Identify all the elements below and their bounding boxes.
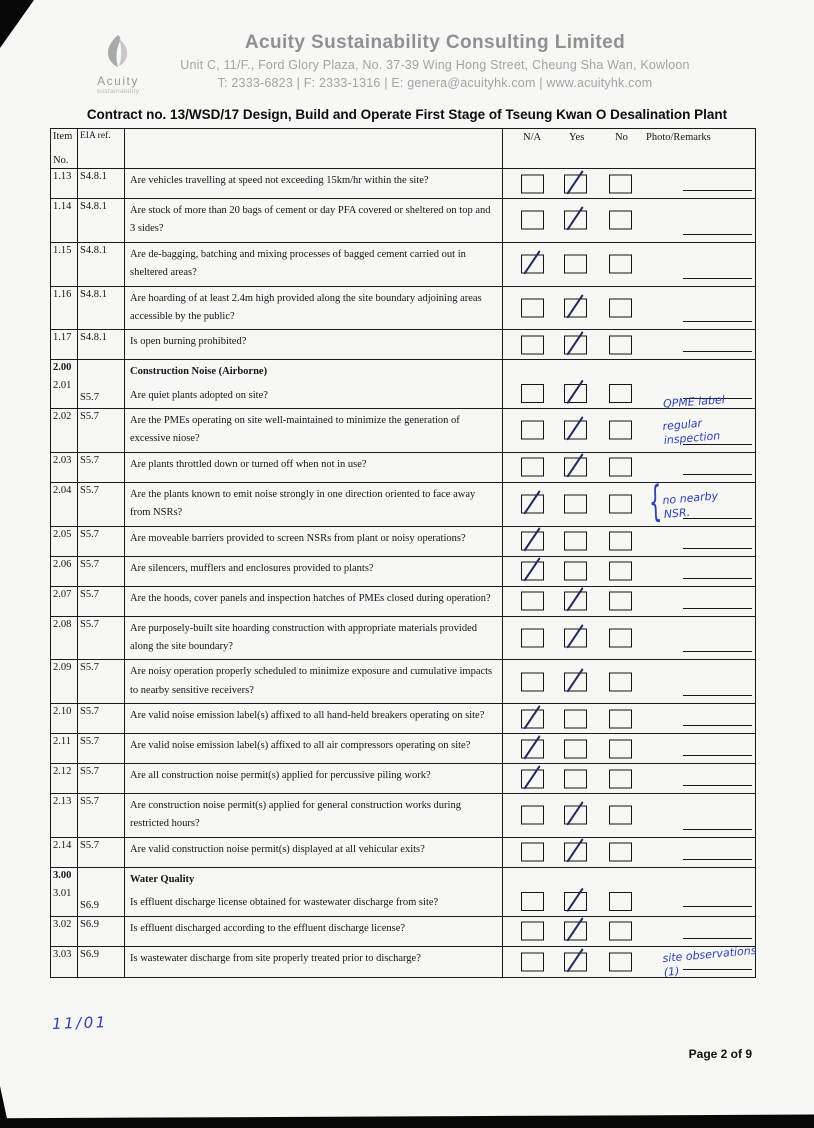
answer-cell (503, 660, 755, 703)
company-address: Unit C, 11/F., Ford Glory Plaza, No. 37-39 Wing Hong Street, Cheung Sha Wan, Kowloon (180, 58, 690, 72)
eia-ref-cell (78, 660, 125, 703)
eia-ref-cell (78, 704, 125, 733)
remark-line (683, 190, 752, 191)
eia-ref: S4.8.1 (80, 201, 107, 212)
eia-ref: S5.7 (80, 736, 99, 747)
company-name: Acuity Sustainability Consulting Limited (244, 32, 626, 53)
table-row (51, 557, 755, 587)
handwritten-brace: { (648, 474, 663, 527)
checkbox-yes[interactable] (564, 174, 587, 193)
remark-line (683, 278, 752, 279)
eia-ref-cell (78, 734, 125, 763)
checkbox-na[interactable] (521, 335, 544, 354)
question-text: Are quiet plants adopted on site? (130, 389, 268, 401)
table-row (51, 917, 755, 947)
table-row (51, 660, 755, 704)
item-number: 2.13 (53, 796, 72, 807)
answer-cell (503, 287, 755, 330)
checkbox-no[interactable] (609, 892, 632, 911)
checkbox-no[interactable] (609, 255, 632, 274)
eia-ref-cell (78, 199, 125, 242)
item-cell (51, 704, 78, 733)
answer-cell (503, 330, 755, 359)
item-number: 1.14 (53, 201, 72, 212)
eia-ref: S6.9 (80, 948, 99, 960)
table-row (51, 764, 755, 794)
eia-ref-cell (78, 868, 125, 916)
question-text: Are all construction noise permit(s) applied for percussive piling work? (130, 770, 431, 781)
question-cell (125, 287, 503, 330)
checkbox-na[interactable] (521, 922, 544, 941)
table-header-row (51, 129, 755, 169)
question-cell (125, 527, 503, 556)
question-cell (125, 947, 503, 977)
eia-ref: S5.7 (80, 662, 99, 674)
question-cell (125, 734, 503, 763)
header-ref-col (78, 129, 125, 168)
item-number: 1.17 (53, 332, 72, 344)
question-text: Are valid construction noise permit(s) displayed at all vehicular exits? (130, 843, 425, 855)
eia-ref: S6.9 (80, 918, 99, 930)
answer-cell (503, 527, 755, 556)
checkbox-yes[interactable] (564, 892, 587, 911)
table-row (51, 587, 755, 617)
question-text: Are valid noise emission label(s) affixed to all hand-held breakers operating on site? (130, 710, 485, 721)
question-cell (125, 453, 503, 482)
remark-line (683, 725, 752, 726)
checkbox-yes[interactable] (564, 628, 587, 647)
checkbox-yes[interactable] (564, 335, 587, 354)
item-cell (51, 557, 78, 586)
checkbox-na[interactable] (521, 739, 544, 758)
remark-line (683, 474, 752, 475)
checkbox-na[interactable] (521, 892, 544, 911)
checkbox-na[interactable] (521, 709, 544, 728)
question-text: Are the plants known to emit noise strongly in one direction oriented to face away from NSRs? (130, 488, 476, 519)
checkbox-yes[interactable] (564, 709, 587, 728)
checkbox-yes[interactable] (564, 211, 587, 230)
checkbox-yes[interactable] (564, 384, 587, 403)
checkbox-yes[interactable] (564, 672, 587, 691)
answer-cell (503, 474, 755, 527)
remark-line (683, 234, 752, 235)
eia-ref-cell (78, 917, 125, 946)
checkbox-na[interactable] (521, 592, 544, 611)
checkbox-no[interactable] (609, 709, 632, 728)
checkbox-na[interactable] (521, 255, 544, 274)
checkbox-no[interactable] (609, 592, 632, 611)
checkbox-yes[interactable] (564, 532, 587, 551)
eia-ref: S4.8.1 (80, 288, 107, 300)
checkbox-no[interactable] (609, 628, 632, 647)
header-item-col (51, 129, 78, 168)
item-number: 2.09 (53, 662, 72, 674)
remark-line (683, 906, 752, 907)
checkbox-no[interactable] (609, 421, 632, 440)
table-row (51, 838, 755, 868)
question-cell (125, 617, 503, 660)
item-cell (51, 764, 78, 793)
checkbox-no[interactable] (609, 922, 632, 941)
header-na-label: N/A (523, 132, 542, 143)
remark-line (683, 785, 752, 786)
question-cell (125, 917, 503, 946)
checkbox-no[interactable] (609, 739, 632, 758)
checkbox-yes[interactable] (564, 922, 587, 941)
question-text: Are construction noise permit(s) applied for general construction works during restricted hours? (130, 800, 461, 830)
question-cell (125, 169, 503, 198)
remark-line (683, 321, 752, 322)
checkbox-no[interactable] (609, 806, 632, 825)
item-number: 2.10 (53, 706, 72, 717)
item-cell (51, 330, 78, 359)
table-row (51, 734, 755, 764)
item-number: 2.02 (53, 411, 72, 422)
answer-cell (503, 360, 755, 411)
checkbox-na[interactable] (521, 769, 544, 788)
checkbox-yes[interactable] (564, 843, 587, 862)
item-number: 1.16 (53, 288, 72, 300)
question-cell (125, 360, 503, 408)
item-cell (51, 917, 78, 946)
eia-ref: S5.7 (80, 766, 99, 777)
question-text: Are the hoods, cover panels and inspection hatches of PMEs closed during operation? (130, 592, 491, 604)
checkbox-no[interactable] (609, 384, 632, 403)
eia-ref-cell (78, 557, 125, 586)
eia-ref-cell (78, 243, 125, 286)
question-text: Is open burning prohibited? (130, 336, 247, 348)
remark-line (683, 548, 752, 549)
answer-cell (503, 409, 755, 452)
item-cell (51, 660, 78, 703)
question-text: Are the PMEs operating on site well-maintained to minimize the generation of excessive niose? (130, 415, 460, 445)
checkbox-yes[interactable] (564, 739, 587, 758)
eia-ref: S5.7 (80, 392, 99, 403)
checkbox-na[interactable] (521, 298, 544, 317)
eia-ref: S5.7 (80, 796, 99, 807)
item-cell (51, 947, 78, 977)
eia-ref: S5.7 (80, 588, 99, 600)
eia-ref-cell (78, 838, 125, 867)
checkbox-yes[interactable] (564, 562, 587, 581)
answer-cell (503, 704, 755, 733)
item-number: 2.08 (53, 618, 72, 630)
item-number: 3.01 (53, 887, 72, 899)
question-text: Are hoarding of at least 2.4m high provided along the site boundary adjoining areas accessible by the public? (130, 292, 482, 322)
item-cell (51, 527, 78, 556)
question-cell (125, 838, 503, 867)
item-number: 2.11 (53, 736, 71, 747)
answer-cell (503, 453, 755, 482)
question-text: Are de-bagging, batching and mixing processes of bagged cement carried out in sheltered areas? (130, 248, 466, 279)
item-cell (51, 794, 78, 837)
question-cell (125, 409, 503, 452)
checkbox-yes[interactable] (564, 952, 587, 971)
section-number: 2.00 (53, 362, 72, 374)
question-cell (125, 557, 503, 586)
checkbox-no[interactable] (609, 458, 632, 477)
eia-ref: S5.7 (80, 484, 99, 496)
item-cell (51, 243, 78, 286)
question-cell (125, 868, 503, 916)
item-number: 2.12 (53, 766, 72, 777)
table-row (51, 474, 755, 527)
question-text: Are noisy operation properly scheduled to minimize exposure and cumulative impacts to nearby sensitive receivers? (130, 666, 493, 696)
item-cell (51, 360, 78, 408)
header-item-label: Item (53, 131, 73, 142)
item-cell (51, 868, 78, 916)
checkbox-na[interactable] (521, 174, 544, 193)
table-row (51, 169, 755, 199)
letterhead-text (152, 32, 718, 90)
checkbox-no[interactable] (609, 495, 632, 514)
answer-cell (503, 838, 755, 867)
table-body (51, 169, 755, 977)
question-cell (125, 330, 503, 359)
eia-ref: S5.7 (80, 618, 99, 630)
item-cell (51, 169, 78, 198)
eia-ref: S5.7 (80, 706, 99, 717)
checkbox-na[interactable] (521, 952, 544, 971)
question-cell (125, 243, 503, 286)
handwritten-date: 11/01 (51, 1013, 109, 1033)
eia-ref-cell (78, 764, 125, 793)
answer-cell (503, 734, 755, 763)
question-text: Are moveable barriers provided to screen NSRs from plant or noisy operations? (130, 532, 466, 544)
checkbox-yes[interactable] (564, 592, 587, 611)
checkbox-yes[interactable] (564, 421, 587, 440)
checkbox-yes[interactable] (564, 458, 587, 477)
company-contacts: T: 2333-6823 | F: 2333-1316 | E: genera@acuityhk.com | www.acuityhk.com (217, 76, 653, 90)
table-row (51, 704, 755, 734)
question-cell (125, 483, 503, 526)
eia-ref-cell (78, 617, 125, 660)
checkbox-no[interactable] (609, 174, 632, 193)
checkbox-no[interactable] (609, 769, 632, 788)
eia-ref-cell (78, 947, 125, 977)
checkbox-na[interactable] (521, 495, 544, 514)
page-number: Page 2 of 9 (688, 1047, 752, 1061)
table-row (51, 360, 755, 409)
header-answers-col (503, 129, 755, 168)
handwritten-remark: site observations (1) (661, 943, 757, 979)
logo-subtext: sustainability (96, 88, 140, 95)
question-cell (125, 660, 503, 703)
question-cell (125, 704, 503, 733)
answer-cell (503, 169, 755, 198)
question-cell (125, 587, 503, 616)
item-cell (51, 199, 78, 242)
item-number: 1.15 (53, 244, 72, 256)
table-row (51, 330, 755, 360)
checkbox-yes[interactable] (564, 769, 587, 788)
checkbox-no[interactable] (609, 952, 632, 971)
eia-ref-cell (78, 453, 125, 482)
question-cell (125, 794, 503, 837)
scan-artifact-bottom-edge (0, 1113, 814, 1128)
eia-ref: S4.8.1 (80, 244, 107, 256)
question-text: Is wastewater discharge from site properly treated prior to discharge? (130, 952, 421, 964)
header-remarks-label: Photo/Remarks (646, 132, 711, 143)
checkbox-na[interactable] (521, 421, 544, 440)
answer-cell (503, 617, 755, 660)
item-cell (51, 409, 78, 452)
table-row (51, 409, 755, 453)
eia-ref-cell (78, 527, 125, 556)
item-number: 2.03 (53, 454, 72, 466)
table-row (51, 943, 757, 979)
item-number: 2.04 (53, 484, 72, 496)
answer-cell (503, 943, 757, 979)
item-cell (51, 453, 78, 482)
eia-ref-cell (78, 287, 125, 330)
header-itemno-label: No. (53, 155, 69, 166)
item-cell (51, 587, 78, 616)
checkbox-na[interactable] (521, 628, 544, 647)
eia-ref-cell (78, 587, 125, 616)
header-ref-label: EIA ref. (80, 131, 111, 141)
checkbox-na[interactable] (521, 458, 544, 477)
checkbox-yes[interactable] (564, 255, 587, 274)
answer-cell (503, 557, 755, 586)
checkbox-no[interactable] (609, 562, 632, 581)
eia-ref: S5.7 (80, 839, 99, 851)
table-row (51, 868, 755, 917)
handwritten-remark: QPME label (662, 393, 726, 411)
checkbox-no[interactable] (609, 211, 632, 230)
question-text: Are purposely-built site hoarding construction with appropriate materials provided along the site boundary? (130, 622, 477, 652)
item-cell (51, 617, 78, 660)
table-row (51, 527, 755, 557)
item-number: 2.06 (53, 558, 72, 570)
answer-cell (503, 764, 755, 793)
table-row (51, 199, 755, 243)
eia-ref-cell (78, 483, 125, 526)
handwritten-remark: no nearby NSR. (661, 489, 719, 521)
handwritten-remark: regular inspection (661, 417, 721, 448)
checkbox-no[interactable] (609, 298, 632, 317)
section-title: Water Quality (130, 873, 195, 885)
table-row (51, 243, 755, 287)
answer-cell (503, 587, 755, 616)
eia-ref: S5.7 (80, 411, 99, 422)
checkbox-yes[interactable] (564, 495, 587, 514)
item-cell (51, 838, 78, 867)
checkbox-na[interactable] (521, 806, 544, 825)
header-question-col (125, 129, 503, 168)
checkbox-na[interactable] (521, 562, 544, 581)
eia-ref: S5.7 (80, 454, 99, 466)
table-row (51, 287, 755, 331)
checkbox-na[interactable] (521, 384, 544, 403)
checkbox-yes[interactable] (564, 806, 587, 825)
eia-ref: S4.8.1 (80, 332, 107, 344)
leaf-logo-icon (100, 34, 136, 68)
question-text: Is effluent discharge license obtained for wastewater discharge from site? (130, 897, 439, 909)
remark-line (683, 351, 752, 352)
item-number: 2.07 (53, 588, 72, 600)
item-number: 3.02 (53, 918, 72, 930)
question-text: Is effluent discharged according to the effluent discharge license? (130, 922, 406, 934)
item-cell (51, 734, 78, 763)
logo-text: Acuity (97, 74, 139, 88)
checkbox-no[interactable] (609, 532, 632, 551)
question-text: Are vehicles travelling at speed not exceeding 15km/hr within the site? (130, 175, 429, 186)
remark-line (683, 608, 752, 609)
question-text: Are stock of more than 20 bags of cement or day PFA covered or sheltered on top and 3 sides? (130, 205, 491, 235)
remark-line (683, 651, 752, 652)
contract-title: Contract no. 13/WSD/17 Design, Build and Operate First Stage of Tseung Kwan O Desalination Plant (86, 107, 728, 122)
section-title: Construction Noise (Airborne) (130, 366, 268, 378)
item-cell (51, 483, 78, 526)
checkbox-no[interactable] (609, 335, 632, 354)
eia-ref: S6.9 (80, 899, 99, 911)
item-number: 1.13 (53, 171, 72, 182)
answer-cell (503, 868, 755, 916)
eia-ref-cell (78, 409, 125, 452)
eia-ref: S5.7 (80, 528, 99, 540)
item-number: 2.01 (53, 380, 72, 392)
checklist-table (50, 128, 756, 978)
letterhead (0, 32, 814, 95)
table-row (51, 794, 755, 838)
checkbox-na[interactable] (521, 843, 544, 862)
item-number: 2.14 (53, 839, 72, 851)
eia-ref: S5.7 (80, 558, 99, 570)
answer-cell (503, 917, 755, 946)
checkbox-na[interactable] (521, 211, 544, 230)
eia-ref: S4.8.1 (80, 171, 107, 182)
header-yes-label: Yes (569, 132, 585, 143)
item-number: 2.05 (53, 528, 72, 540)
question-cell (125, 764, 503, 793)
eia-ref-cell (78, 360, 125, 408)
answer-cell (503, 243, 755, 286)
item-cell (51, 287, 78, 330)
checkbox-na[interactable] (521, 532, 544, 551)
checkbox-na[interactable] (521, 672, 544, 691)
question-text: Are valid noise emission label(s) affixed to all air compressors operating on site? (130, 740, 471, 751)
question-text: Are plants throttled down or turned off when not in use? (130, 458, 367, 470)
remark-line (683, 829, 752, 830)
item-number: 3.03 (53, 948, 72, 960)
remark-line (683, 578, 752, 579)
checkbox-no[interactable] (609, 672, 632, 691)
remark-line (683, 695, 752, 696)
eia-ref-cell (78, 169, 125, 198)
company-logo (86, 34, 150, 95)
checkbox-no[interactable] (609, 843, 632, 862)
question-text: Are silencers, mufflers and enclosures provided to plants? (130, 562, 374, 574)
remark-line (683, 859, 752, 860)
question-cell (125, 199, 503, 242)
eia-ref-cell (78, 330, 125, 359)
header-no-label: No (615, 132, 628, 143)
remark-line (683, 755, 752, 756)
answer-cell (503, 794, 755, 837)
answer-cell (503, 199, 755, 242)
remark-line (683, 938, 752, 939)
eia-ref-cell (78, 794, 125, 837)
checkbox-yes[interactable] (564, 298, 587, 317)
section-number: 3.00 (53, 869, 72, 881)
table-row (51, 617, 755, 661)
